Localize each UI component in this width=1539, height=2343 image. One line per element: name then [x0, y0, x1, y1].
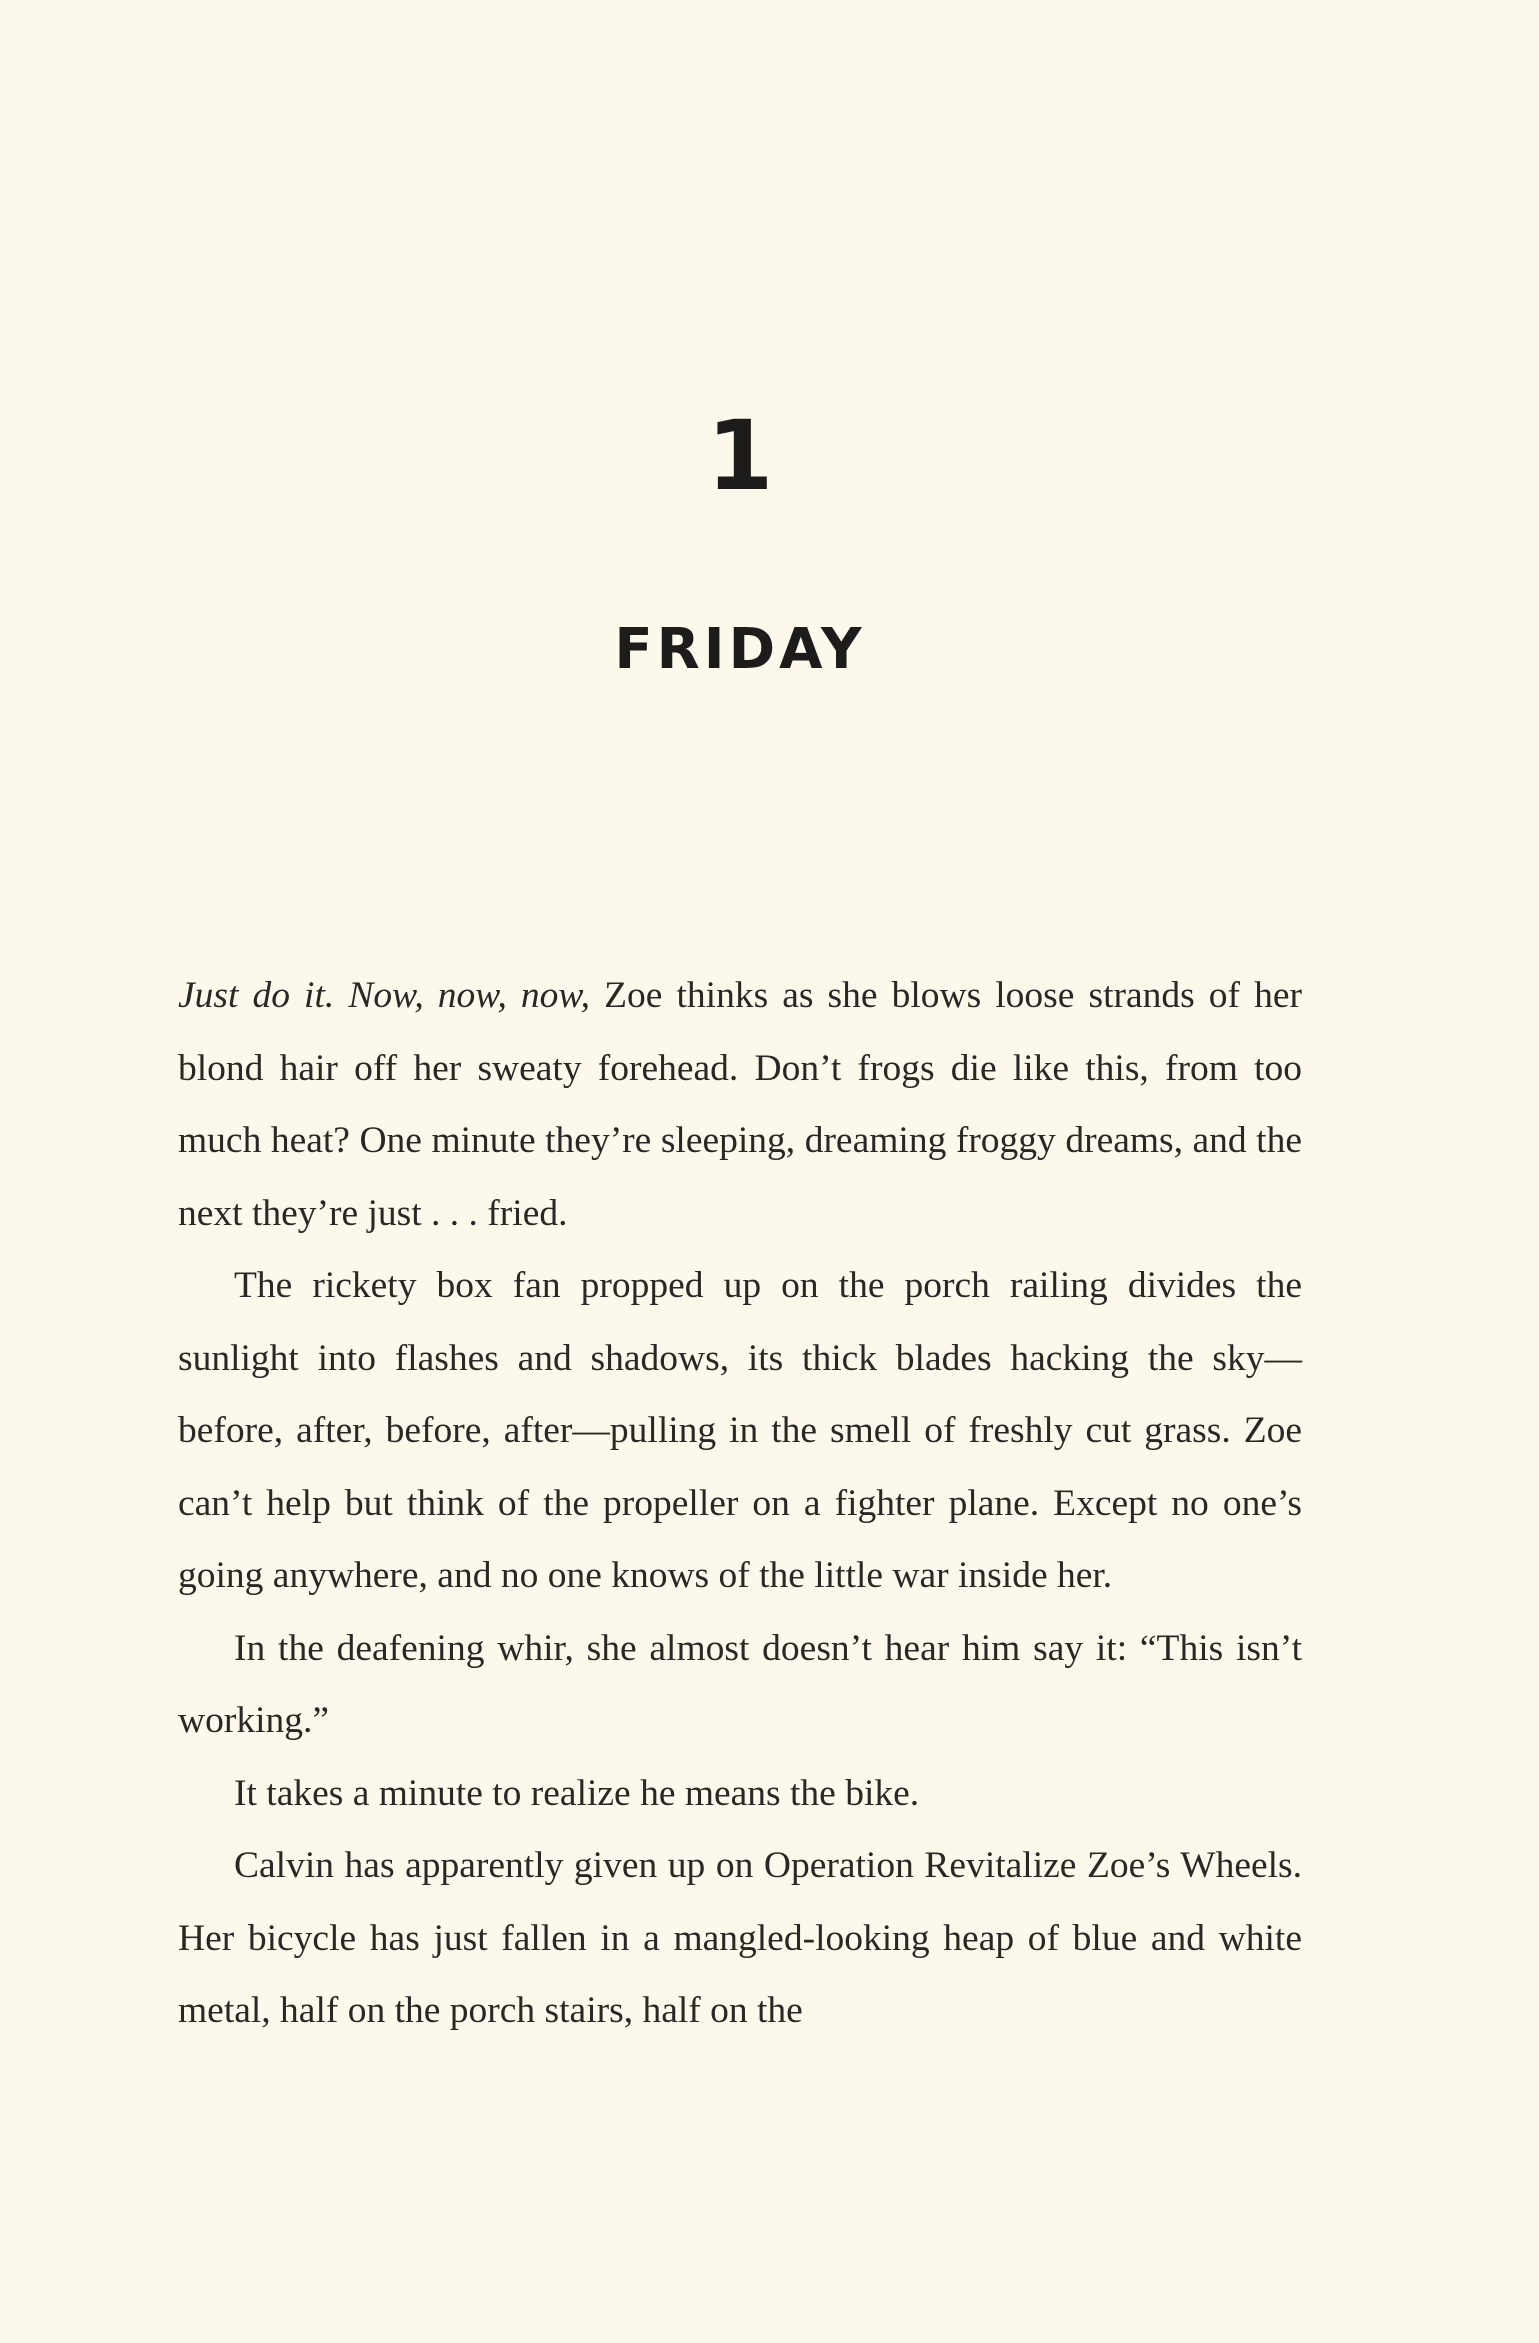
paragraph: [178, 1613, 1302, 1758]
chapter-number: 1: [706, 400, 774, 512]
paragraph-text: Zoe thinks as she blows loose strands of her blond hair off her sweaty forehead. Don’t frogs die like this, from too much heat? One minute they’re sleeping, dreaming froggy dreams, and the next they’re just . . . fried.: [178, 975, 1302, 1234]
paragraph: [178, 1758, 1302, 1831]
paragraph-text: Calvin has apparently given up on Operation Revitalize Zoe’s Wheels. Her bicycle has just fallen in a mangled-looking heap of blue and white metal, half on the porch stairs, half on the: [178, 1845, 1302, 2031]
chapter-title: FRIDAY: [614, 617, 866, 682]
paragraph-text: It takes a minute to realize he means the bike.: [234, 1772, 920, 1814]
paragraph-text: In the deafening whir, she almost doesn’t hear him say it: “This isn’t working.”: [178, 1627, 1302, 1741]
chapter-body: [178, 960, 1302, 2048]
paragraph: [178, 960, 1302, 1250]
paragraph: [178, 1250, 1302, 1613]
paragraph-text: The rickety box fan propped up on the porch railing divides the sunlight into flashes and shadows, its thick blades hacking the sky—before, after, before, after—pulling in the smell of freshly cut grass. Zoe can’t help but think of the propeller on a fighter plane. Except no one’s going anywhere, and no one knows of the little war inside her.: [178, 1265, 1302, 1596]
italic-lead: Just do it. Now, now, now,: [178, 975, 591, 1016]
paragraph: [178, 1830, 1302, 2048]
